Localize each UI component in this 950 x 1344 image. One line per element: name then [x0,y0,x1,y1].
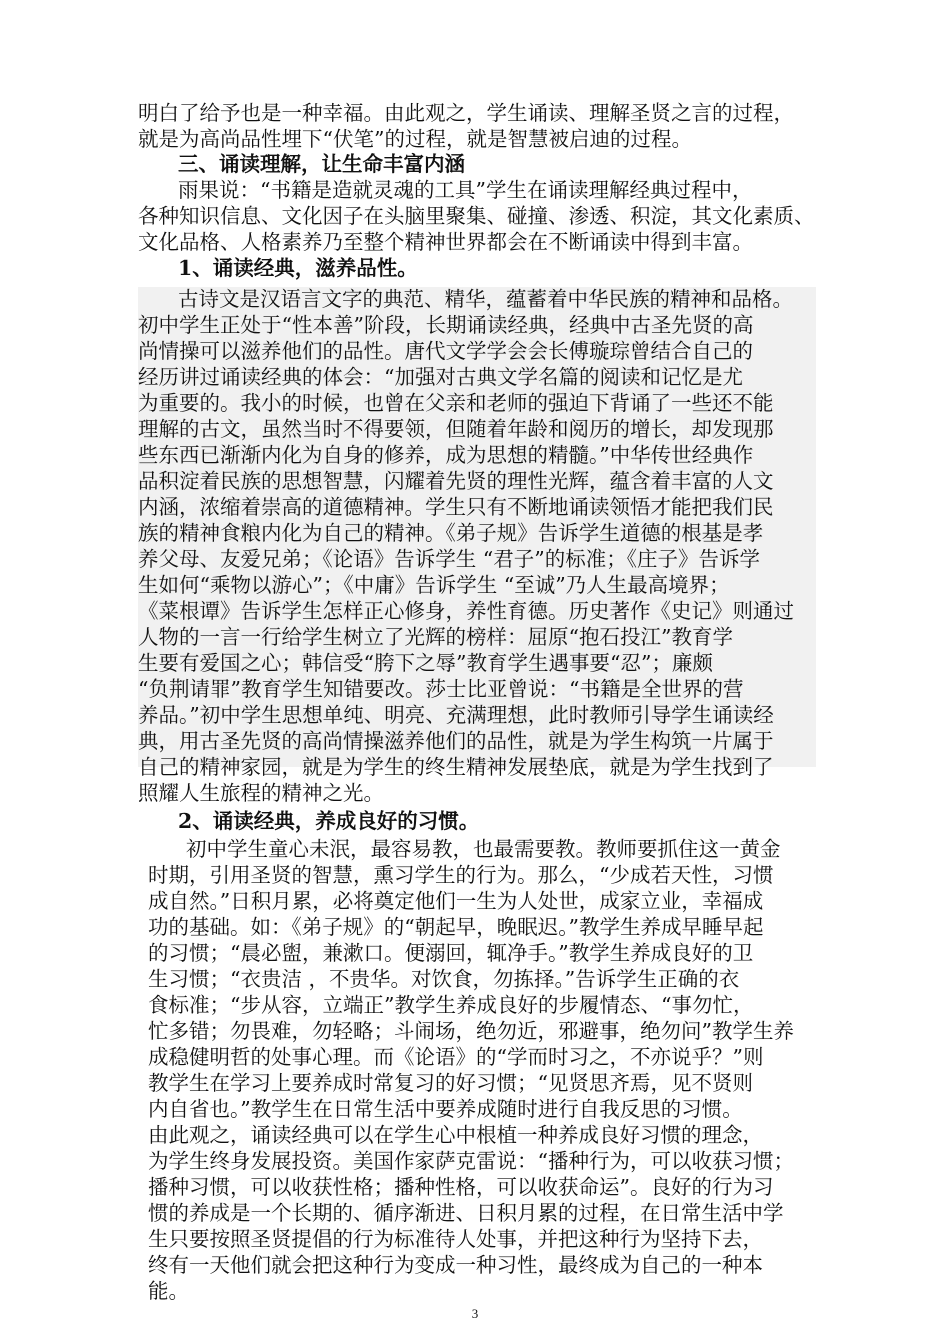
text-line: 雨果说：“书籍是造就灵魂的工具”学生在诵读理解经典过程中， [178,178,753,202]
text-line: 养品。”初中学生思想单纯、明亮、充满理想，此时教师引导学生诵读经 [138,703,774,727]
page-number: 3 [471,1306,479,1321]
text-line: 古诗文是汉语言文字的典范、精华，蕴蓄着中华民族的精神和品格。 [178,287,793,311]
text-line: 生习惯；“衣贵洁 ，不贵华。对饮食，勿拣择。”告诉学生正确的衣 [148,967,740,991]
text-line: 各种知识信息、文化因子在头脑里聚集、碰撞、渗透、积淀，其文化素质、 [138,204,815,228]
text-line: 成稳健明哲的处事心理。而《论语》的“学而时习之，不亦说乎？”则 [148,1045,764,1069]
text-line: 由此观之，诵读经典可以在学生心中根植一种养成良好习惯的理念， [148,1123,763,1147]
text-line: 能。 [148,1279,189,1303]
text-line: 忙多错；勿畏难，勿轻略；斗闹场，绝勿近，邪避事，绝勿问”教学生养 [148,1019,794,1043]
text-line: 理解的古文，虽然当时不得要领，但随着年龄和阅历的增长，却发现那 [138,417,774,441]
text-line: 族的精神食粮内化为自己的精神。《弟子规》告诉学生道德的根基是孝 [138,521,764,545]
text-line: 的习惯；“晨必盥，兼漱口。便溺回，辄净手。”教学生养成良好的卫 [148,941,754,965]
text-line: 时期，引用圣贤的智慧，熏习学生的行为。那么，“少成若天性，习惯 [148,863,774,887]
text-line: 人物的一言一行给学生树立了光辉的榜样：屈原“抱石投江”教育学 [138,625,733,649]
text-line: 终有一天他们就会把这种行为变成一种习性，最终成为自己的一种本 [148,1253,763,1277]
text-line: 生只要按照圣贤提倡的行为标准待人处事，并把这种行为坚持下去， [148,1227,763,1251]
section-heading: 三、诵读理解，让生命丰富内涵 [178,152,465,176]
subsection-heading: 1、诵读经典，滋养品性。 [178,256,418,280]
text-line: 生如何“乘物以游心”；《中庸》告诉学生 “至诚”乃人生最高境界； [138,573,730,597]
text-line: 照耀人生旅程的精神之光。 [138,781,384,805]
text-line: 成自然。”日积月累，必将奠定他们一生为人处世，成家立业，幸福成 [148,889,764,913]
subsection-heading: 2、诵读经典，养成良好的习惯。 [178,809,480,833]
text-line: 生要有爱国之心；韩信受“胯下之辱”教育学生遇事要“忍”；廉颇 [138,651,713,675]
text-line: 为学生终身发展投资。美国作家萨克雷说：“播种行为，可以收获习惯； [148,1149,794,1173]
text-line: 自己的精神家园，就是为学生的终生精神发展垫底，就是为学生找到了 [138,755,774,779]
text-line: 初中学生童心未泯，最容易教，也最需要教。教师要抓住这一黄金 [186,837,781,861]
text-line: 养父母、友爱兄弟；《论语》告诉学生 “君子”的标准；《庄子》告诉学 [138,547,760,571]
text-line: 初中学生正处于“性本善”阶段，长期诵读经典，经典中古圣先贤的高 [138,313,754,337]
text-line: 内自省也。”教学生在日常生活中要养成随时进行自我反思的习惯。 [148,1097,743,1121]
text-line: “负荆请罪”教育学生知错要改。莎士比亚曾说：“书籍是全世界的营 [138,677,744,701]
text-line: 教学生在学习上要养成时常复习的好习惯；“见贤思齐焉，见不贤则 [148,1071,753,1095]
text-line: 惯的养成是一个长期的、循序渐进、日积月累的过程，在日常生活中学 [148,1201,784,1225]
text-line: 内涵，浓缩着崇高的道德精神。学生只有不断地诵读领悟才能把我们民 [138,495,774,519]
text-line: 典，用古圣先贤的高尚情操滋养他们的品性，就是为学生构筑一片属于 [138,729,774,753]
text-line: 尚情操可以滋养他们的品性。唐代文学学会会长傅璇琮曾结合自己的 [138,339,753,363]
text-line: 些东西已渐渐内化为自身的修养，成为思想的精髓。”中华传世经典作 [138,443,754,467]
text-line: 明白了给予也是一种幸福。由此观之，学生诵读、理解圣贤之言的过程， [138,101,794,125]
text-line: 功的基础。如：《弟子规》的“朝起早，晚眠迟。”教学生养成早睡早起 [148,915,764,939]
text-line: 播种习惯，可以收获性格；播种性格，可以收获命运”。良好的行为习 [148,1175,774,1199]
text-line: 《菜根谭》告诉学生怎样正心修身，养性育德。历史著作《史记》则通过 [138,599,794,623]
text-line: 为重要的。我小的时候，也曾在父亲和老师的强迫下背诵了一些还不能 [138,391,774,415]
text-line: 就是为高尚品性埋下“伏笔”的过程，就是智慧被启迪的过程。 [138,127,692,151]
text-line: 经历讲过诵读经典的体会：“加强对古典文学名篇的阅读和记忆是尤 [138,365,743,389]
text-line: 文化品格、人格素养乃至整个精神世界都会在不断诵读中得到丰富。 [138,230,753,254]
text-line: 食标准；“步从容，立端正”教学生养成良好的步履情态、“事勿忙， [148,993,754,1017]
text-line: 品积淀着民族的思想智慧，闪耀着先贤的理性光辉，蕴含着丰富的人文 [138,469,774,493]
